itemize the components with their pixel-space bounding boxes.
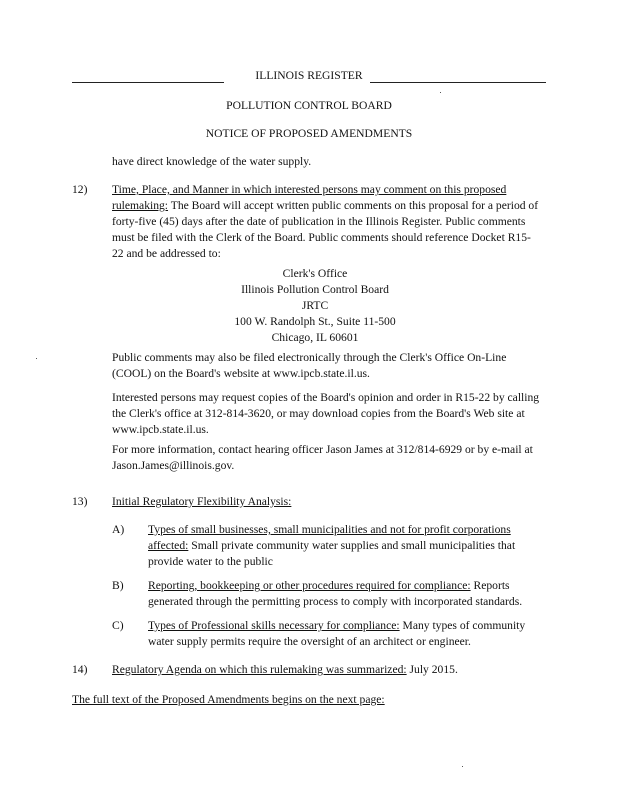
register-title: ILLINOIS REGISTER <box>255 69 363 82</box>
section-12-number: 12) <box>72 183 88 196</box>
notice-title: NOTICE OF PROPOSED AMENDMENTS <box>205 127 413 140</box>
section-14-text <box>112 662 552 678</box>
address-line: JRTC <box>301 299 329 312</box>
address-line: Clerk's Office <box>282 267 348 280</box>
section-14-heading: Regulatory Agenda on which this rulemaking was summarized: <box>112 663 407 676</box>
section-14-number: 14) <box>72 663 88 676</box>
item-b-text <box>148 578 548 610</box>
section-12-paragraph <box>112 182 542 262</box>
item-letter: B) <box>112 579 124 592</box>
agency-title: POLLUTION CONTROL BOARD <box>226 99 392 112</box>
section-14-value: July 2015. <box>409 663 458 676</box>
section-12-body: The Board will accept written public comments on this proposal for a period of forty-five (45) days after the date of publication in the Illinois Register. Public comments must be filed with the Clerk of the Board. Public comments should reference Docket R15-22 and be addressed to: <box>112 199 539 260</box>
closing-line: The full text of the Proposed Amendments begins on the next page: <box>72 693 385 706</box>
section-12-heading: Time, Place, and Manner in which interested persons may comment on this proposed rulemaking: <box>112 183 507 212</box>
address-line: Illinois Pollution Control Board <box>241 283 389 296</box>
item-heading: Types of small businesses, small municipalities and not for profit corporations affected: <box>148 523 511 552</box>
item-heading: Reporting, bookkeeping or other procedures required for compliance: <box>148 579 471 592</box>
section-12-contact: For more information, contact hearing officer Jason James at 312/814-6929 or by e-mail at Jason.James@illinois.gov. <box>112 443 533 472</box>
section-13-heading: Initial Regulatory Flexibility Analysis: <box>112 495 292 508</box>
continuation-text: have direct knowledge of the water supply. <box>112 155 312 168</box>
section-12-electronic-filing: Public comments may also be filed electronically through the Clerk's Office On-Line (COOL) on the Board's website at www.ipcb.state.il.us. <box>112 351 507 380</box>
scan-speck <box>36 358 37 359</box>
section-13-number: 13) <box>72 495 88 508</box>
item-body: Many types of community water supply permits require the oversight of an architect or engineer. <box>148 619 526 648</box>
item-c-text <box>148 618 548 650</box>
scan-speck <box>462 766 463 767</box>
scan-speck <box>440 92 441 93</box>
item-a-text <box>148 522 548 570</box>
address-line: 100 W. Randolph St., Suite 11-500 <box>234 315 396 328</box>
address-line: Chicago, IL 60601 <box>271 331 359 344</box>
item-body: Reports generated through the permitting process to comply with incorporated standards. <box>148 579 523 608</box>
section-12-copies: Interested persons may request copies of the Board's opinion and order in R15-22 by calling the Clerk's office at 312-814-3620, or may download copies from the Board's Web site at www.ipcb.state.il.us. <box>112 391 540 436</box>
item-heading: Types of Professional skills necessary for compliance: <box>148 619 400 632</box>
item-body: Small private community water supplies and small municipalities that provide water to the public <box>148 539 516 568</box>
item-letter: C) <box>112 619 124 632</box>
item-letter: A) <box>112 523 125 536</box>
clerk-address <box>170 266 460 346</box>
